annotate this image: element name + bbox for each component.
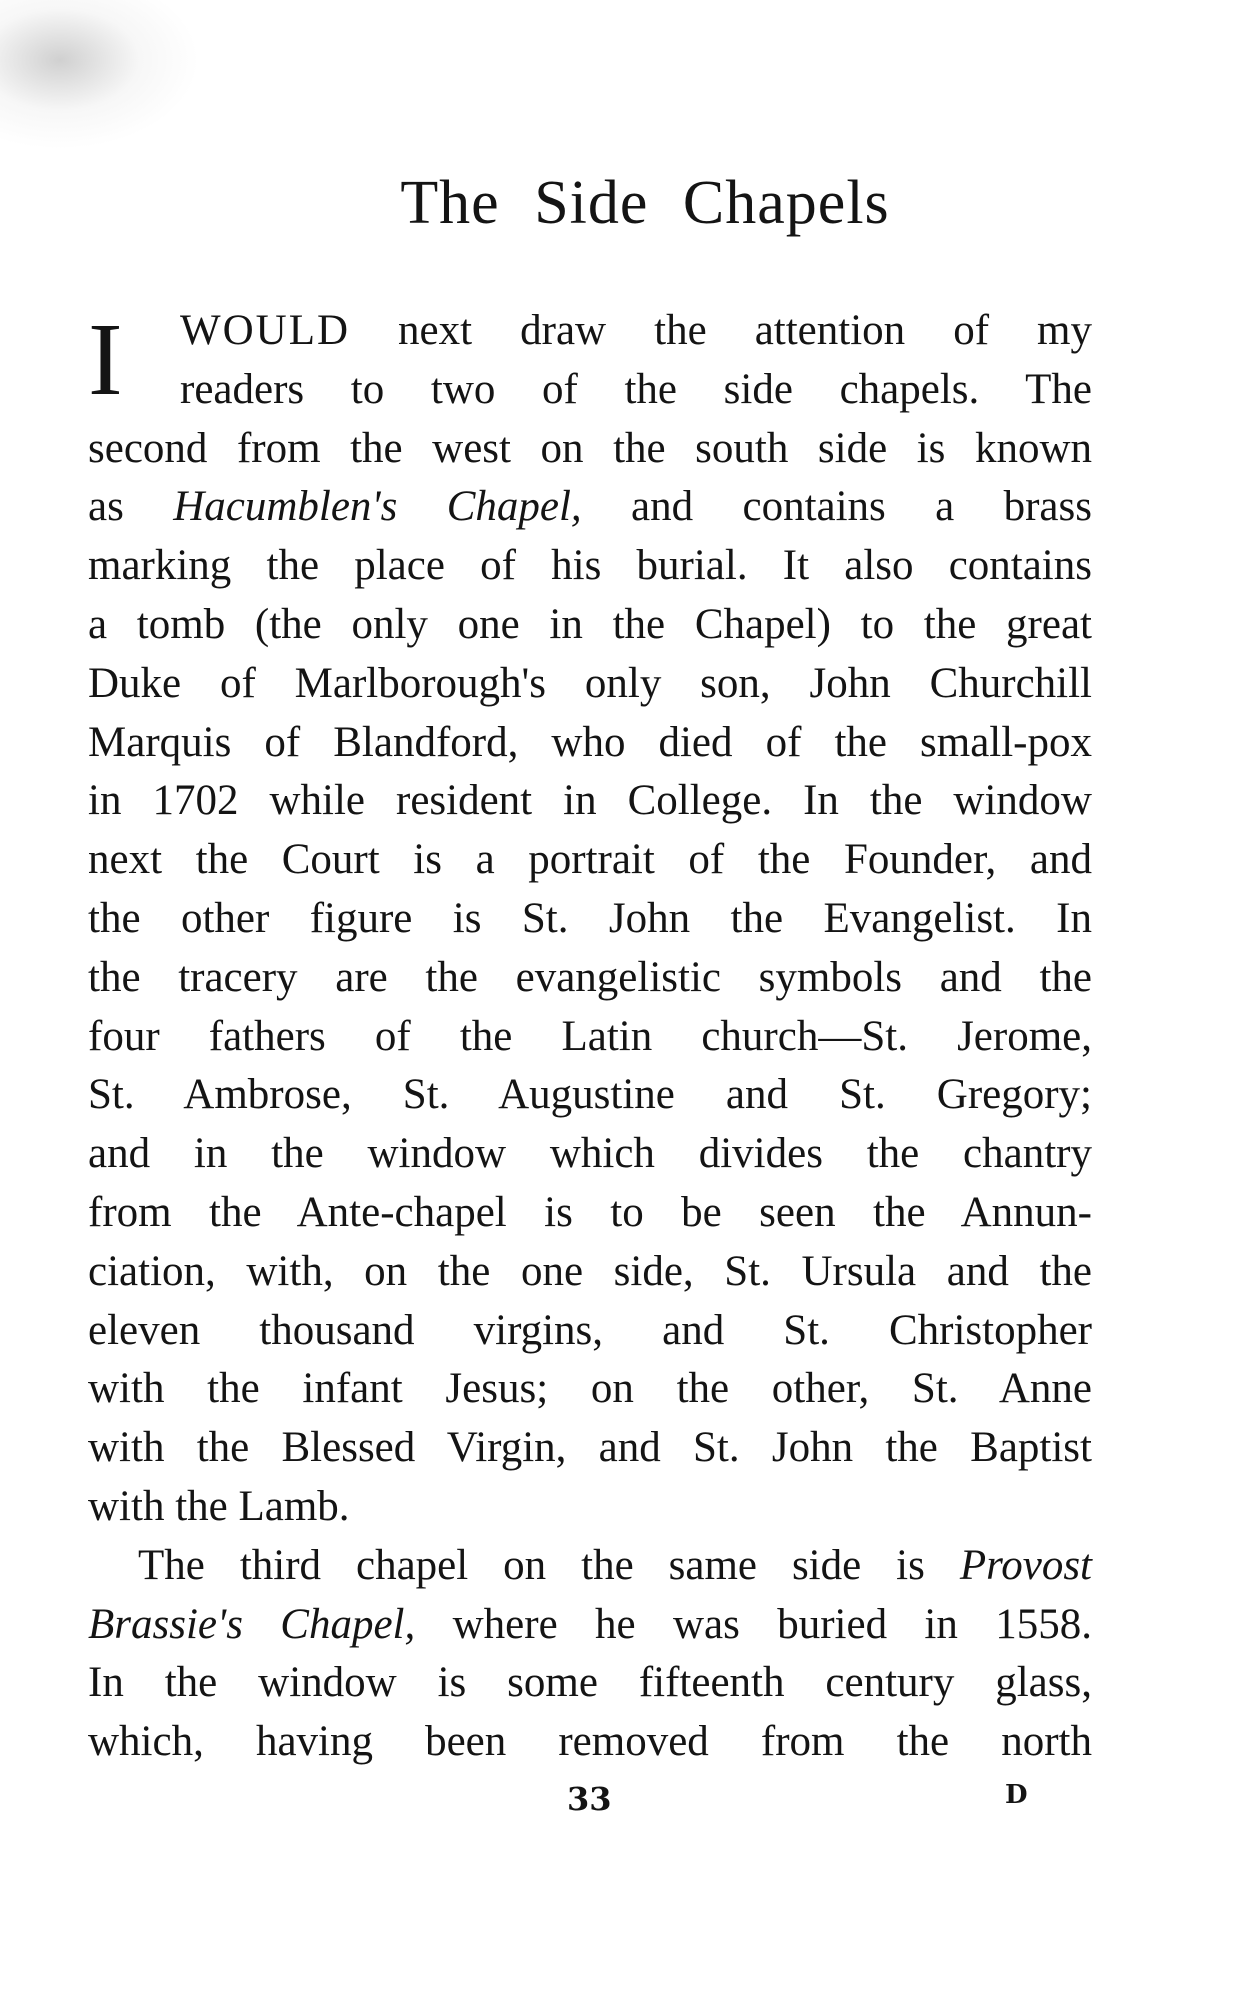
text-line: second from the west on the south side is known — [88, 424, 1092, 472]
text-line: with the Blessed Virgin, and St. John the Baptist — [88, 1424, 1092, 1472]
text-line: the tracery are the evangelistic symbols and the — [88, 953, 1092, 1001]
text-line: In the window is some fifteenth century glass, — [88, 1659, 1092, 1707]
text-line: Marquis of Blandford, who died of the small-pox — [88, 718, 1092, 766]
text-fragment: and contains a brass — [581, 483, 1092, 531]
text-line: four fathers of the Latin church—St. Jerome, — [88, 1012, 1092, 1060]
text-line: in 1702 while resident in College. In the window — [88, 777, 1092, 825]
page-title: The Side Chapels — [400, 169, 890, 237]
paragraph-1 — [88, 302, 1092, 1537]
text-line: marking the place of his burial. It also contains — [88, 542, 1092, 590]
text-fragment: next draw the attention of my — [350, 307, 1092, 354]
text-line — [88, 1537, 1092, 1596]
text-fragment: as — [88, 483, 174, 531]
text-line: a tomb (the only one in the Chapel) to the great — [88, 600, 1092, 648]
italic-chapel-name: Hacumblen's Chapel, — [173, 483, 582, 531]
paper-stain — [0, 0, 200, 150]
drop-cap: I — [88, 302, 123, 417]
text-line: which, having been removed from the north — [88, 1718, 1092, 1766]
text-line: St. Ambrose, St. Augustine and St. Gregory; — [88, 1071, 1092, 1119]
text-line: readers to two of the side chapels. The — [180, 365, 1092, 413]
body-text — [88, 302, 1092, 1772]
text-line: from the Ante-chapel is to be seen the Annun- — [88, 1188, 1092, 1236]
text-line — [88, 478, 1092, 537]
text-line: with the Lamb. — [88, 1482, 350, 1530]
text-line: next the Court is a portrait of the Founder, and — [88, 836, 1092, 884]
text-line: Duke of Marlborough's only son, John Churchill — [88, 659, 1092, 707]
small-caps-word: WOULD — [180, 307, 351, 354]
italic-chapel-name: Provost — [959, 1541, 1092, 1589]
text-line — [88, 302, 1092, 361]
italic-chapel-name: Brassie's Chapel, — [88, 1600, 416, 1648]
paragraph-2 — [88, 1537, 1092, 1772]
text-line: the other figure is St. John the Evangelist. In — [88, 894, 1092, 942]
signature-mark: D — [1005, 1780, 1028, 1810]
text-line — [88, 1596, 1092, 1655]
text-line: ciation, with, on the one side, St. Ursula and the — [88, 1247, 1092, 1295]
text-fragment: where he was buried in 1558. — [415, 1600, 1092, 1648]
text-line: eleven thousand virgins, and St. Christopher — [88, 1306, 1092, 1354]
text-fragment: The third chapel on the same side is — [138, 1541, 960, 1589]
text-line: with the infant Jesus; on the other, St. Anne — [88, 1365, 1092, 1413]
page-number: 33 — [567, 1780, 612, 1818]
text-line: and in the window which divides the chantry — [88, 1130, 1092, 1178]
